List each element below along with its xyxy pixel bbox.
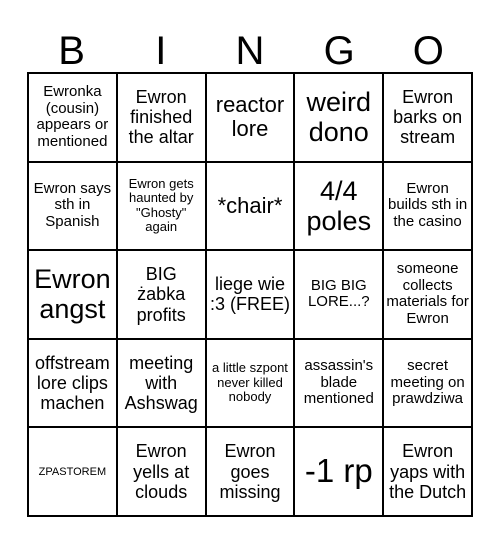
bingo-header [27,30,473,72]
bingo-cell[interactable]: reactor lore [206,73,295,162]
bingo-cell[interactable]: assassin's blade mentioned [294,339,383,428]
header-letter-o: O [412,29,444,73]
bingo-cell[interactable]: meeting with Ashswag [117,339,206,428]
header-letter-i: I [155,29,167,73]
bingo-cell[interactable]: Ewronka (cousin) appears or mentioned [28,73,117,162]
bingo-cell[interactable]: Ewron gets haunted by "Ghosty" again [117,162,206,251]
header-letter-n: N [235,29,265,73]
bingo-grid [27,72,473,517]
bingo-cell[interactable]: Ewron barks on stream [383,73,472,162]
header-letter-g: G [323,29,355,73]
bingo-cell[interactable]: weird dono [294,73,383,162]
bingo-cell[interactable]: someone collects materials for Ewron [383,250,472,339]
bingo-cell[interactable]: *chair* [206,162,295,251]
bingo-cell[interactable]: ZPASTOREM [28,427,117,516]
bingo-cell[interactable]: Ewron angst [28,250,117,339]
header-letter-b: B [58,29,85,73]
bingo-cell[interactable]: 4/4 poles [294,162,383,251]
bingo-cell[interactable]: Ewron finished the altar [117,73,206,162]
bingo-cell[interactable]: BIG BIG LORE...? [294,250,383,339]
bingo-cell[interactable]: Ewron builds sth in the casino [383,162,472,251]
bingo-cell[interactable]: Ewron yells at clouds [117,427,206,516]
bingo-cell[interactable]: Ewron goes missing [206,427,295,516]
bingo-cell[interactable]: Ewron yaps with the Dutch [383,427,472,516]
bingo-cell[interactable]: a little szpont never killed nobody [206,339,295,428]
bingo-cell[interactable]: offstream lore clips machen [28,339,117,428]
bingo-cell[interactable]: Ewron says sth in Spanish [28,162,117,251]
bingo-cell[interactable]: secret meeting on prawdziwa [383,339,472,428]
bingo-cell[interactable]: -1 rp [294,427,383,516]
bingo-cell[interactable]: BIG żabka profits [117,250,206,339]
bingo-cell[interactable]: liege wie :3 (FREE) [206,250,295,339]
